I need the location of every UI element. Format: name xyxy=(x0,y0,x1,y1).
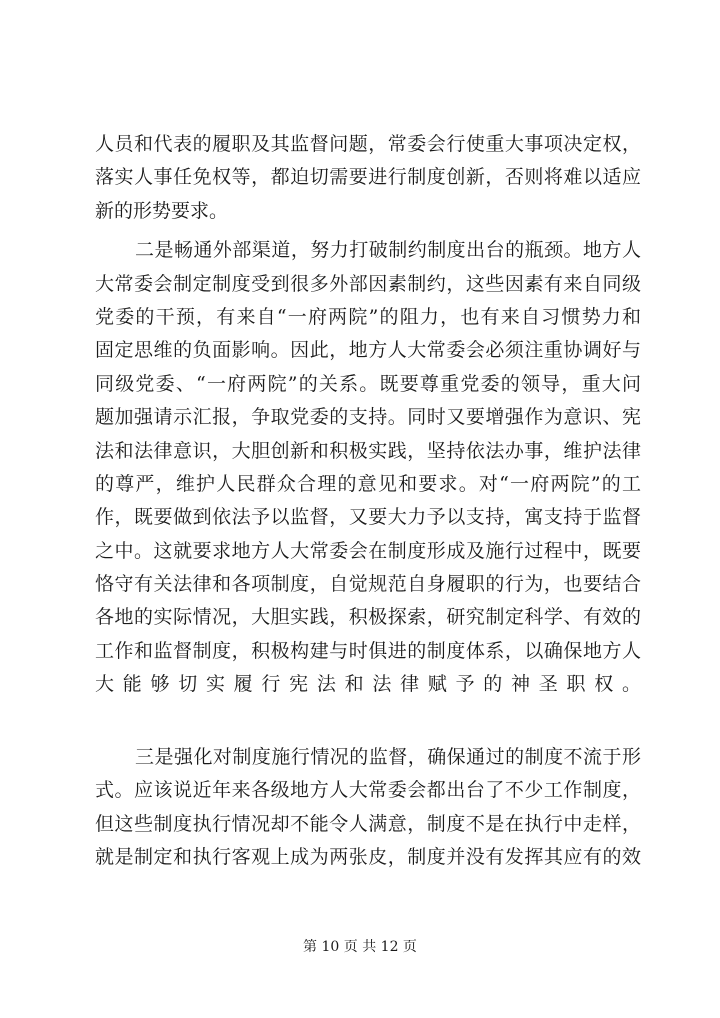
text-line: 就是制定和执行客观上成为两张皮，制度并没有发挥其应有的效 xyxy=(95,846,641,869)
text-line: 各地的实际情况，大胆实践，积极探索，研究制定科学、有效的 xyxy=(95,606,641,629)
text-line: 人员和代表的履职及其监督问题，常委会行使重大事项决定权， xyxy=(95,133,641,155)
text-line: 二是畅通外部渠道，努力打破制约制度出台的瓶颈。地方人 xyxy=(135,239,641,262)
text-line: 题加强请示汇报，争取党委的支持。同时又要增强作为意识、宪 xyxy=(95,406,641,429)
text-line: 但这些制度执行情况却不能令人满意，制度不是在执行中走样， xyxy=(95,812,641,835)
text-line: 的尊严，维护人民群众合理的意见和要求。对“一府两院”的工 xyxy=(95,472,641,495)
text-line: 党委的干预，有来自“一府两院”的阻力，也有来自习惯势力和 xyxy=(95,305,641,328)
text-line: 大能够切实履行宪法和法律赋予的神圣职权。 xyxy=(95,673,641,696)
text-line: 式。应该说近年来各级地方人大常委会都出台了不少工作制度， xyxy=(95,779,641,802)
paragraph-1 xyxy=(95,128,641,228)
text-line: 恪守有关法律和各项制度，自觉规范自身履职的行为，也要结合 xyxy=(95,573,641,596)
text-line: 大常委会制定制度受到很多外部因素制约，这些因素有来自同级 xyxy=(95,272,641,295)
text-line: 新的形势要求。 xyxy=(95,199,229,222)
paragraph-3 xyxy=(95,741,641,875)
text-line: 作，既要做到依法予以监督，又要大力予以支持，寓支持于监督 xyxy=(95,506,641,529)
text-line: 同级党委、“一府两院”的关系。既要尊重党委的领导，重大问 xyxy=(95,372,641,395)
body-text xyxy=(95,128,641,875)
page-number-footer: 第 10 页 共 12 页 xyxy=(303,939,417,955)
text-line xyxy=(95,702,641,735)
text-line: 法和法律意识，大胆创新和积极实践，坚持依法办事，维护法律 xyxy=(95,439,641,462)
text-line: 落实人事任免权等，都迫切需要进行制度创新，否则将难以适应 xyxy=(95,166,641,189)
text-line: 之中。这就要求地方人大常委会在制度形成及施行过程中，既要 xyxy=(95,539,641,562)
text-line: 固定思维的负面影响。因此，地方人大常委会必须注重协调好与 xyxy=(95,339,641,362)
paragraph-2 xyxy=(95,234,641,735)
text-line: 工作和监督制度，积极构建与时俱进的制度体系，以确保地方人 xyxy=(95,639,641,662)
text-line: 三是强化对制度施行情况的监督，确保通过的制度不流于形 xyxy=(135,746,641,769)
